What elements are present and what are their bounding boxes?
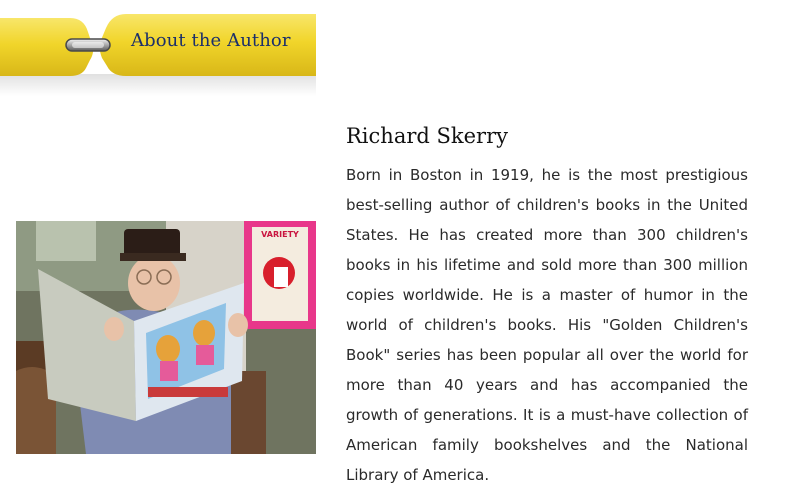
author-photo — [16, 221, 316, 454]
section-title: About the Author — [131, 30, 291, 51]
author-name: Richard Skerry — [346, 124, 508, 148]
section-banner — [0, 0, 316, 96]
author-bio: Born in Boston in 1919, he is the most prestigious best-selling author of children's books in the United States. He has created more than 300 children's books in his lifetime and sold more than 300 million copies worldwide. He is a master of humor in the world of children's books. His "Golden Children's Book" series has been popular all over the world for more than 40 years and has accompanied the growth of generations. It is a must-have collection of American family bookshelves and the National Library of America. — [346, 166, 748, 484]
author-reading-photo-icon — [16, 221, 316, 454]
svg-text:VARIETY: VARIETY — [261, 230, 299, 239]
